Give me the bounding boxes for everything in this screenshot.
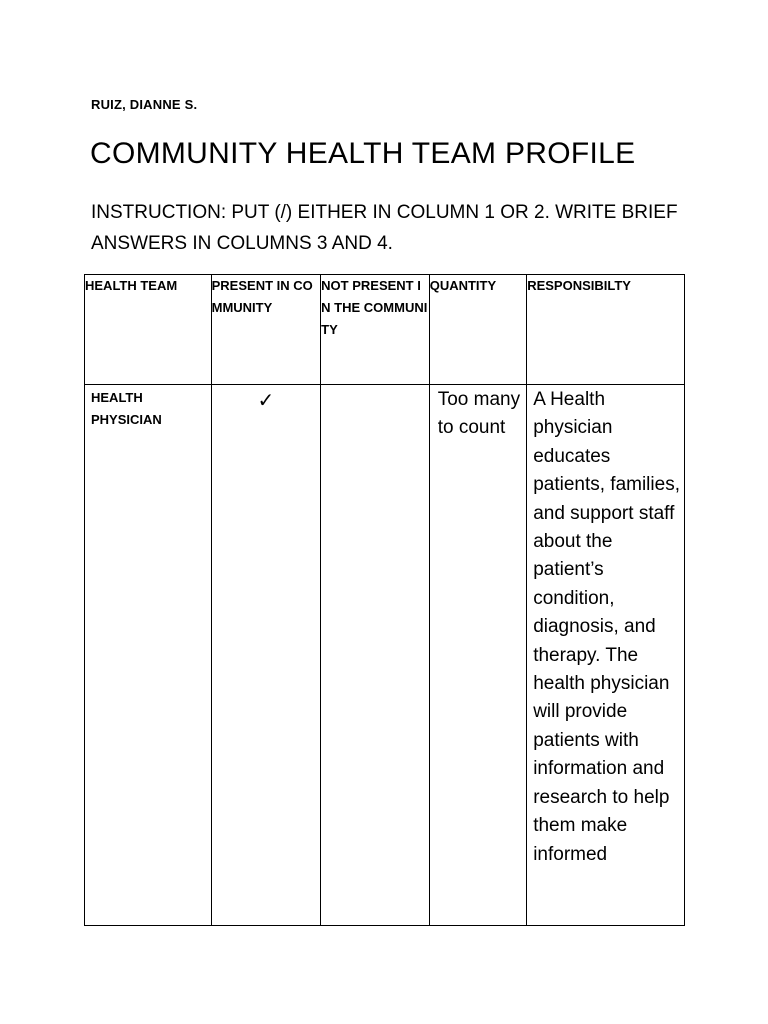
column-header-present: PRESENT IN COMMUNITY <box>211 275 321 385</box>
cell-responsibility: A Health physician educates patients, families, and support staff about the patient’s condition, diagnosis, and therapy. The health physician will provide patients with information and research to help them make informed <box>527 385 685 926</box>
table-row <box>85 385 685 926</box>
column-header-quantity: QUANTITY <box>429 275 526 385</box>
table-header-row <box>85 275 685 385</box>
page-title: COMMUNITY HEALTH TEAM PROFILE <box>90 137 636 170</box>
author-name: RUIZ, DIANNE S. <box>91 97 198 112</box>
instruction-text: INSTRUCTION: PUT (/) EITHER IN COLUMN 1 OR 2. WRITE BRIEF ANSWERS IN COLUMNS 3 AND 4. <box>91 202 678 254</box>
cell-health-team: HEALTH PHYSICIAN <box>85 385 212 926</box>
cell-not-present <box>321 385 430 926</box>
health-team-table <box>84 274 685 926</box>
checkmark-icon: ✓ <box>211 385 321 926</box>
cell-quantity: Too many to count <box>429 385 526 926</box>
column-header-not-present: NOT PRESENT IN THE COMMUNITY <box>321 275 430 385</box>
column-header-responsibility: RESPONSIBILTY <box>527 275 685 385</box>
column-header-health-team: HEALTH TEAM <box>85 275 212 385</box>
